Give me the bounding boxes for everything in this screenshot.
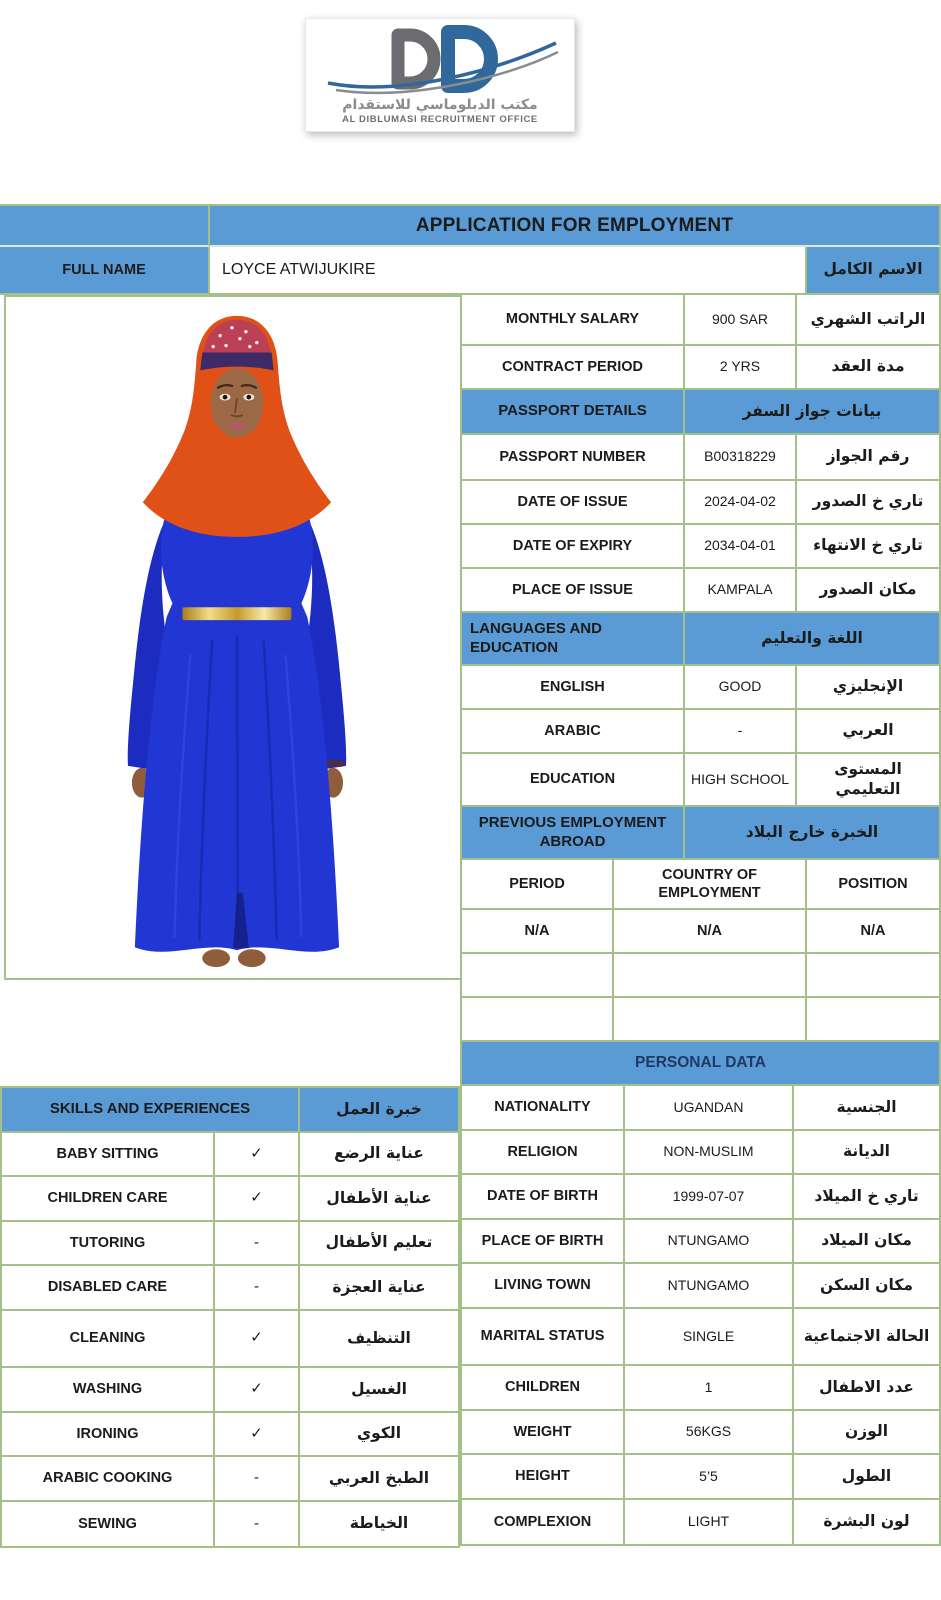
skill-label-ar: الكوي [300, 1413, 460, 1457]
empty-cell [462, 954, 614, 998]
skill-label-ar: عناية العجزة [300, 1266, 460, 1311]
row-passport-number [462, 435, 941, 481]
skills-header-row [2, 1088, 460, 1133]
skill-row-washing [2, 1368, 460, 1413]
empty-cell [807, 954, 941, 998]
position-value: N/A [807, 910, 941, 954]
field-label-ar: تاري خ الصدور [797, 481, 941, 525]
skill-label: CLEANING [2, 1311, 215, 1368]
row-weight [462, 1411, 941, 1455]
row-english [462, 666, 941, 710]
field-label: MARITAL STATUS [462, 1309, 625, 1366]
field-label: DATE OF ISSUE [462, 481, 685, 525]
column-header-period: PERIOD [462, 860, 614, 910]
field-value: 2034-04-01 [685, 525, 797, 569]
section-passport-details [462, 390, 941, 435]
skill-row-ironing [2, 1413, 460, 1457]
row-date-of-expiry [462, 525, 941, 569]
skill-check: - [215, 1222, 300, 1266]
section-previous-employment [462, 807, 941, 860]
field-label-ar: العربي [797, 710, 941, 754]
logo-english-text: AL DIBLUMASI RECRUITMENT OFFICE [342, 114, 538, 126]
field-value: SINGLE [625, 1309, 794, 1366]
section-personal-data [462, 1042, 941, 1086]
field-label-ar: مكان الصدور [797, 569, 941, 613]
previous-employment-empty-row [462, 998, 941, 1042]
field-label-ar: مكان السكن [794, 1264, 941, 1309]
field-label-ar: تاري خ الانتهاء [797, 525, 941, 569]
field-label: ARABIC [462, 710, 685, 754]
skill-check: ✓ [215, 1413, 300, 1457]
full-name-value: LOYCE ATWIJUKIRE [210, 247, 807, 295]
field-label-ar: مدة العقد [797, 346, 941, 390]
skill-check: ✓ [215, 1311, 300, 1368]
skill-row-baby-sitting [2, 1133, 460, 1177]
skill-check: ✓ [215, 1177, 300, 1222]
row-place-of-birth [462, 1220, 941, 1264]
field-label-ar: المستوى التعليمي [797, 754, 941, 807]
field-label: PASSPORT NUMBER [462, 435, 685, 481]
skill-row-children-care [2, 1177, 460, 1222]
logo-arabic-text: مكتب الدبلوماسي للاستقدام [342, 97, 538, 113]
row-nationality [462, 1086, 941, 1131]
skills-table [0, 1086, 460, 1548]
field-value: LIGHT [625, 1500, 794, 1546]
field-label: NATIONALITY [462, 1086, 625, 1131]
previous-employment-empty-row [462, 954, 941, 998]
field-label: PLACE OF ISSUE [462, 569, 685, 613]
form-body [0, 295, 941, 1548]
section-title: PERSONAL DATA [462, 1042, 941, 1086]
skill-label-ar: عناية الأطفال [300, 1177, 460, 1222]
skill-label-ar: الطبخ العربي [300, 1457, 460, 1502]
field-value: 2 YRS [685, 346, 797, 390]
section-title: LANGUAGES AND EDUCATION [462, 613, 685, 666]
field-label-ar: تاري خ الميلاد [794, 1175, 941, 1220]
field-value: UGANDAN [625, 1086, 794, 1131]
row-complexion [462, 1500, 941, 1546]
field-label: CONTRACT PERIOD [462, 346, 685, 390]
skill-check: - [215, 1266, 300, 1311]
row-height [462, 1455, 941, 1500]
previous-employment-header-row [462, 860, 941, 910]
country-value: N/A [614, 910, 807, 954]
row-place-of-issue [462, 569, 941, 613]
skill-label: SEWING [2, 1502, 215, 1548]
field-label: LIVING TOWN [462, 1264, 625, 1309]
period-value: N/A [462, 910, 614, 954]
skills-header-ar: خبرة العمل [300, 1088, 460, 1133]
skill-row-arabic-cooking [2, 1457, 460, 1502]
skill-check: ✓ [215, 1133, 300, 1177]
field-value: B00318229 [685, 435, 797, 481]
field-value: HIGH SCHOOL [685, 754, 797, 807]
field-value: 5’5 [625, 1455, 794, 1500]
field-label-ar: الحالة الاجتماعية [794, 1309, 941, 1366]
section-title-ar: بيانات جواز السفر [685, 390, 941, 435]
empty-cell [614, 954, 807, 998]
column-header-country: COUNTRY OF EMPLOYMENT [614, 860, 807, 910]
title-row-spacer [0, 206, 210, 247]
skill-label-ar: الخياطة [300, 1502, 460, 1548]
row-arabic [462, 710, 941, 754]
field-label-ar: الإنجليزي [797, 666, 941, 710]
title-row [0, 204, 941, 247]
right-column [460, 295, 941, 1546]
skill-label-ar: عناية الرضع [300, 1133, 460, 1177]
field-value: NTUNGAMO [625, 1264, 794, 1309]
field-value: 2024-04-02 [685, 481, 797, 525]
skill-check: - [215, 1457, 300, 1502]
field-label-ar: الراتب الشهري [797, 295, 941, 346]
field-label-ar: الديانة [794, 1131, 941, 1175]
field-label-ar: الجنسية [794, 1086, 941, 1131]
section-title-ar: اللغة والتعليم [685, 613, 941, 666]
field-value: GOOD [685, 666, 797, 710]
applicant-photo-illustration [6, 297, 458, 978]
left-blank-space [0, 980, 460, 1086]
field-label-ar: مكان الميلاد [794, 1220, 941, 1264]
skill-label: ARABIC COOKING [2, 1457, 215, 1502]
field-value: 900 SAR [685, 295, 797, 346]
field-label: PLACE OF BIRTH [462, 1220, 625, 1264]
skills-header: SKILLS AND EXPERIENCES [2, 1088, 300, 1133]
empty-cell [614, 998, 807, 1042]
skill-label: IRONING [2, 1413, 215, 1457]
row-children [462, 1366, 941, 1411]
skill-check: - [215, 1502, 300, 1548]
field-value: 1999-07-07 [625, 1175, 794, 1220]
empty-cell [807, 998, 941, 1042]
skill-label-ar: تعليم الأطفال [300, 1222, 460, 1266]
field-value: 56KGS [625, 1411, 794, 1455]
skill-check: ✓ [215, 1368, 300, 1413]
skill-label: WASHING [2, 1368, 215, 1413]
page-title: APPLICATION FOR EMPLOYMENT [210, 206, 941, 247]
row-monthly-salary [462, 295, 941, 346]
skill-row-sewing [2, 1502, 460, 1548]
section-title: PASSPORT DETAILS [462, 390, 685, 435]
field-label: DATE OF BIRTH [462, 1175, 625, 1220]
field-label: RELIGION [462, 1131, 625, 1175]
column-header-position: POSITION [807, 860, 941, 910]
field-label: HEIGHT [462, 1455, 625, 1500]
section-title: PREVIOUS EMPLOYMENT ABROAD [462, 807, 685, 860]
section-title-ar: الخبرة خارج البلاد [685, 807, 941, 860]
field-label-ar: الوزن [794, 1411, 941, 1455]
field-label-ar: رقم الجواز [797, 435, 941, 481]
field-value: KAMPALA [685, 569, 797, 613]
full-name-row [0, 247, 941, 295]
previous-employment-value-row [462, 910, 941, 954]
empty-cell [462, 998, 614, 1042]
row-living-town [462, 1264, 941, 1309]
left-column [0, 295, 460, 1548]
skill-row-disabled-care [2, 1266, 460, 1311]
company-logo [305, 18, 575, 132]
row-education [462, 754, 941, 807]
applicant-photo [4, 295, 460, 980]
skill-label: CHILDREN CARE [2, 1177, 215, 1222]
field-label-ar: لون البشرة [794, 1500, 941, 1546]
field-label-ar: عدد الاطفال [794, 1366, 941, 1411]
skill-label-ar: التنظيف [300, 1311, 460, 1368]
field-label: COMPLEXION [462, 1500, 625, 1546]
field-label: DATE OF EXPIRY [462, 525, 685, 569]
row-marital-status [462, 1309, 941, 1366]
row-religion [462, 1131, 941, 1175]
field-value: NON-MUSLIM [625, 1131, 794, 1175]
field-label: MONTHLY SALARY [462, 295, 685, 346]
row-date-of-issue [462, 481, 941, 525]
application-form-table [0, 204, 941, 1548]
row-date-of-birth [462, 1175, 941, 1220]
skill-label-ar: الغسيل [300, 1368, 460, 1413]
full-name-label: FULL NAME [0, 247, 210, 295]
skill-row-cleaning [2, 1311, 460, 1368]
skill-row-tutoring [2, 1222, 460, 1266]
skill-label: DISABLED CARE [2, 1266, 215, 1311]
field-label: ENGLISH [462, 666, 685, 710]
skill-label: TUTORING [2, 1222, 215, 1266]
logo-dd-icon [320, 25, 560, 95]
row-contract-period [462, 346, 941, 390]
field-value: NTUNGAMO [625, 1220, 794, 1264]
section-languages-education [462, 613, 941, 666]
field-value: 1 [625, 1366, 794, 1411]
field-label: CHILDREN [462, 1366, 625, 1411]
full-name-label-ar: الاسم الكامل [807, 247, 941, 295]
skill-label: BABY SITTING [2, 1133, 215, 1177]
field-label-ar: الطول [794, 1455, 941, 1500]
field-label: WEIGHT [462, 1411, 625, 1455]
field-value: - [685, 710, 797, 754]
field-label: EDUCATION [462, 754, 685, 807]
